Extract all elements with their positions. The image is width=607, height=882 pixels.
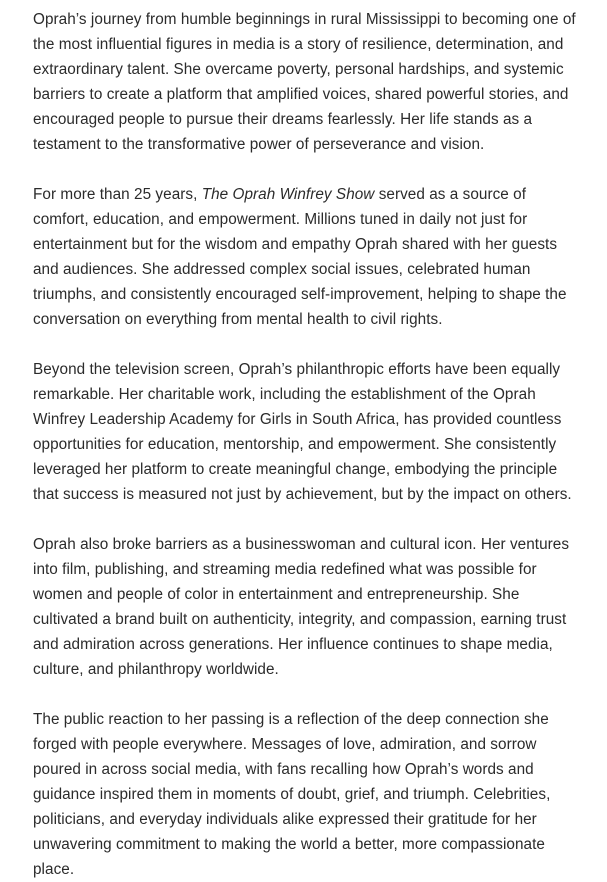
paragraph-business: Oprah also broke barriers as a businesswoman and cultural icon. Her ventures into film, publishing, and streaming media redefined what was possible for women and people of color in entertainment and entrepreneurship. She cultivated a brand built on authenticity, integrity, and compassion, earning trust and admiration across generations. Her influence continues to shape media, culture, and philanthropy worldwide. [33, 536, 570, 678]
article-body [33, 7, 581, 882]
paragraph-journey: Oprah’s journey from humble beginnings in rural Mississippi to becoming one of the most influential figures in media is a story of resilience, determination, and extraordinary talent. She overcame poverty, personal hardships, and systemic barriers to create a platform that amplified voices, shared powerful stories, and encouraged people to pursue their dreams fearlessly. Her life stands as a testament to the transformative power of perseverance and vision. [33, 11, 576, 153]
paragraph-show [33, 182, 581, 332]
paragraph-show-text: served as a source of comfort, education, and empowerment. Millions tuned in daily not just for entertainment but for the wisdom and empathy Oprah shared with her guests and audiences. She addressed complex social issues, celebrated human triumphs, and consistently encouraged self-improvement, helping to shape the conversation on everything from mental health to civil rights. [33, 186, 567, 328]
paragraph-public-reaction: The public reaction to her passing is a reflection of the deep connection she forged with people everywhere. Messages of love, admiration, and sorrow poured in across social media, with fans recalling how Oprah’s words and guidance inspired them in moments of doubt, grief, and triumph. Celebrities, politicians, and everyday individuals alike expressed their gratitude for her unwavering commitment to making the world a better, more compassionate place. [33, 711, 551, 878]
paragraph-show-lead: For more than 25 years, [33, 186, 202, 203]
show-title: The Oprah Winfrey Show [201, 186, 375, 203]
paragraph-philanthropy: Beyond the television screen, Oprah’s philanthropic efforts have been equally remarkable. Her charitable work, including the establishment of the Oprah Winfrey Leadership Academy for Girls in South Africa, has provided countless opportunities for education, mentorship, and empowerment. She consistently leveraged her platform to create meaningful change, embodying the principle that success is measured not just by achievement, but by the impact on others. [33, 361, 572, 503]
